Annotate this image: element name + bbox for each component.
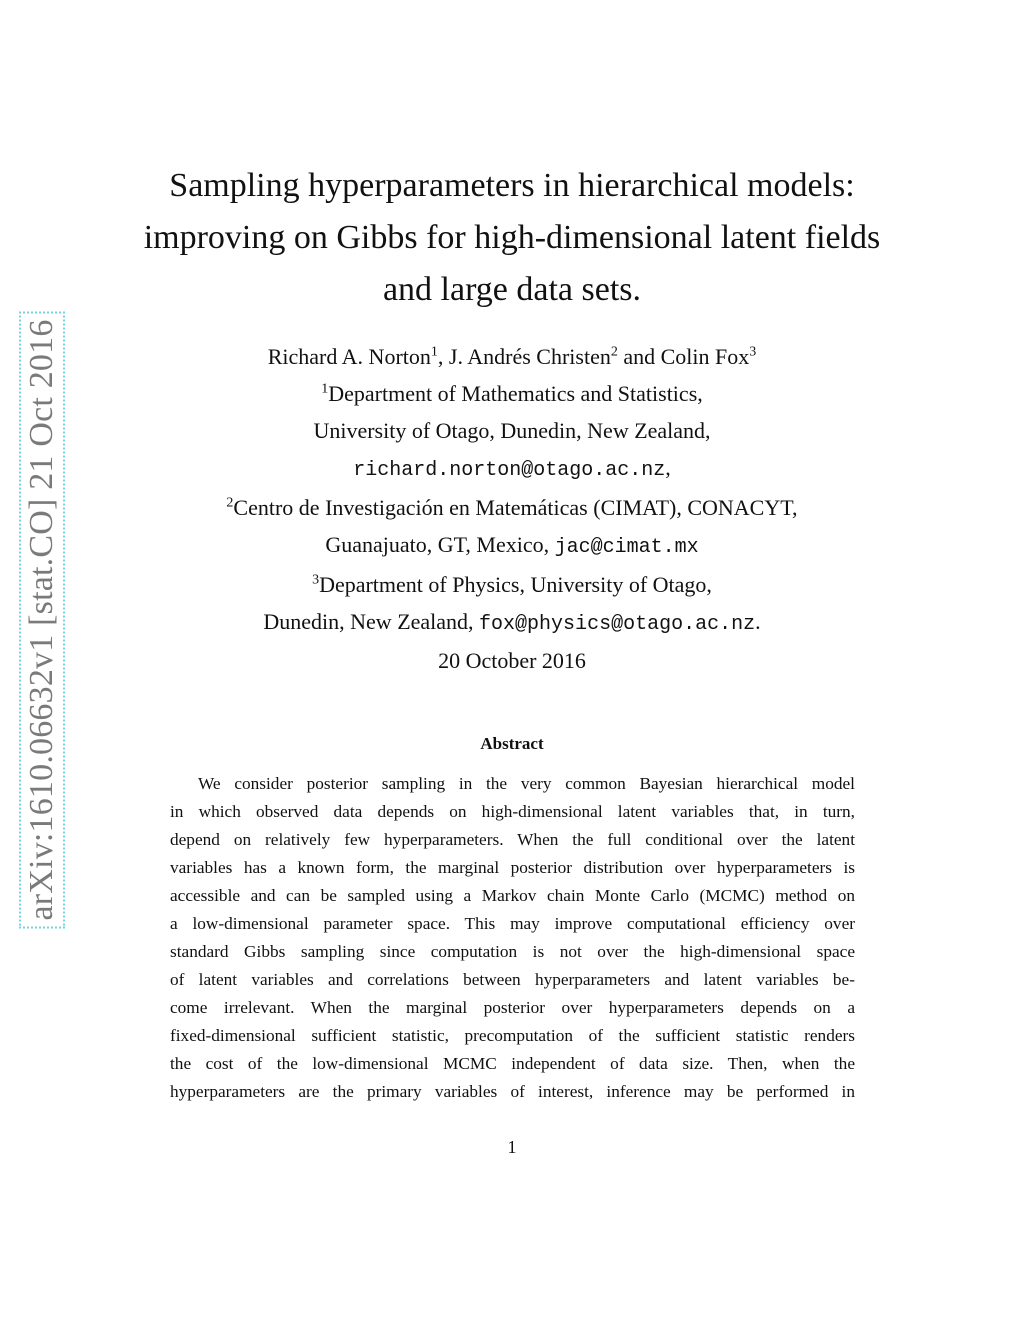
author-name: Richard A. Norton [267, 344, 431, 369]
abstract-line: a low-dimensional parameter space. This may improve computational efficiency over [170, 914, 855, 933]
email-link[interactable]: jac@cimat.mx [554, 536, 699, 559]
paper-date: 20 October 2016 [438, 648, 586, 673]
abstract-line: in which observed data depends on high-dimensional latent variables that, in turn, [170, 802, 855, 821]
email-link[interactable]: fox@physics@otago.ac.nz [479, 613, 756, 636]
abstract-line: of latent variables and correlations between hyperparameters and latent variables be- [170, 970, 855, 989]
author-affiliation-marker: 2 [610, 344, 618, 360]
affiliation-marker: 2 [226, 495, 234, 511]
affiliation-line [0, 526, 1024, 566]
affiliation-marker: 3 [312, 572, 320, 588]
abstract-line: come irrelevant. When the marginal posterior over hyperparameters depends on a [170, 998, 855, 1017]
punctuation: , [665, 455, 671, 480]
abstract-line: fixed-dimensional sufficient statistic, precomputation of the sufficient statistic renders [170, 1026, 855, 1045]
affiliation-text: Department of Mathematics and Statistics, [328, 381, 703, 406]
punctuation: . [755, 609, 761, 634]
abstract-line: We consider posterior sampling in the very common Bayesian hierarchical model [198, 774, 855, 793]
author-list [0, 338, 1024, 375]
affiliation-line: University of Otago, Dunedin, New Zealand, [313, 418, 711, 443]
title-line: and large data sets. [382, 271, 642, 308]
author-affiliation-marker: 3 [749, 344, 757, 360]
author-block [0, 338, 1024, 643]
arxiv-identifier-stamp[interactable]: arXiv:1610.06632v1 [stat.CO] 21 Oct 2016 [21, 313, 63, 926]
abstract-line: depend on relatively few hyperparameters. When the full conditional over the latent [170, 830, 855, 849]
abstract-line: variables has a known form, the marginal posterior distribution over hyperparameters is [170, 858, 855, 877]
affiliation-marker: 1 [321, 381, 329, 397]
affiliation-text: Department of Physics, University of Otago, [319, 572, 712, 597]
author-name: Colin Fox [660, 344, 750, 369]
abstract-heading: Abstract [480, 734, 544, 753]
abstract-line: accessible and can be sampled using a Markov chain Monte Carlo (MCMC) method on [170, 886, 855, 905]
affiliation-line [0, 449, 1024, 489]
affiliation-text: Guanajuato, GT, Mexico, [325, 532, 555, 557]
affiliation-text: Dunedin, New Zealand, [263, 609, 480, 634]
affiliation-line [0, 489, 1024, 526]
affiliation-line [0, 603, 1024, 643]
author-separator: , [437, 344, 449, 369]
abstract-line: the cost of the low-dimensional MCMC independent of data size. Then, when the [170, 1054, 855, 1073]
abstract-body [170, 770, 855, 1106]
title-line: Sampling hyperparameters in hierarchical models: [169, 167, 855, 204]
paper-title [0, 160, 1024, 316]
abstract-line: hyperparameters are the primary variables of interest, inference may be performed in [170, 1082, 855, 1101]
email-link[interactable]: richard.norton@otago.ac.nz [353, 459, 666, 482]
abstract-line: standard Gibbs sampling since computation is not over the high-dimensional space [170, 942, 855, 961]
author-affiliation-marker: 1 [430, 344, 438, 360]
title-line: improving on Gibbs for high-dimensional latent fields [143, 219, 881, 256]
affiliation-line [0, 566, 1024, 603]
affiliation-line [0, 375, 1024, 412]
affiliation-text: Centro de Investigación en Matemáticas (CIMAT), CONACYT, [233, 495, 798, 520]
author-name: J. Andrés Christen [448, 344, 611, 369]
author-separator: and [617, 344, 661, 369]
page-number: 1 [507, 1137, 517, 1157]
